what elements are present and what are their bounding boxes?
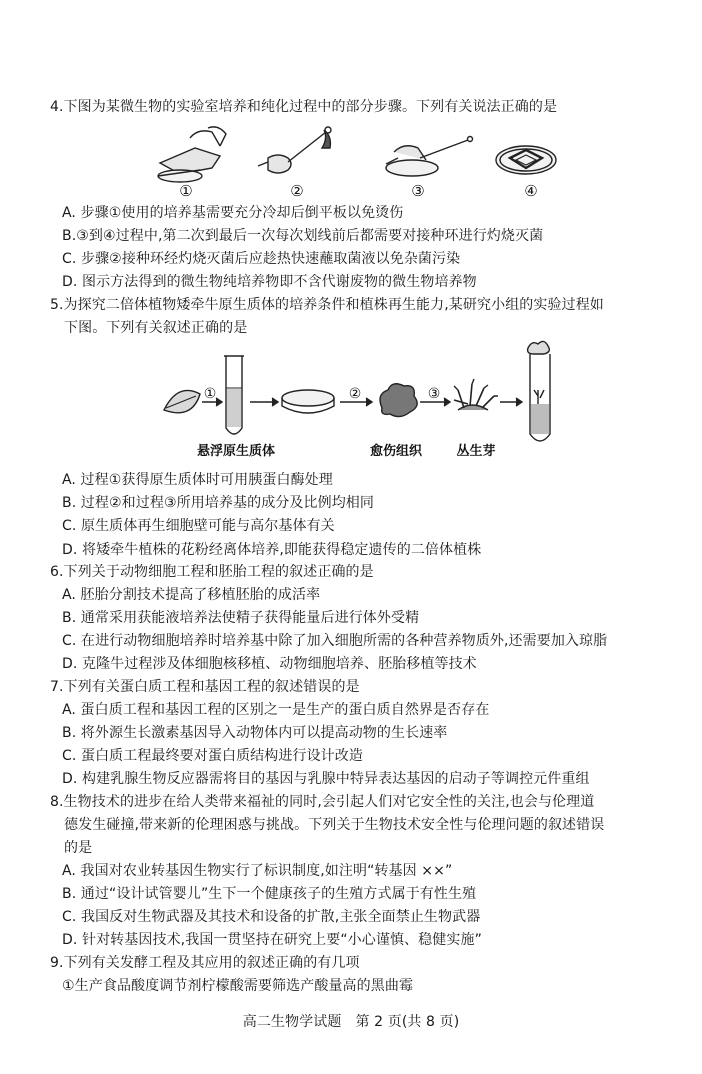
- question-8-option-c: C. 我国反对生物武器及其技术和设备的扩散,主张全面禁止生物武器: [62, 909, 481, 925]
- figure-label-step-1: ①: [203, 386, 217, 402]
- question-5-option-c: C. 原生质体再生细胞壁可能与高尔基体有关: [62, 518, 335, 534]
- figure-label-step-3: ③: [411, 182, 425, 200]
- question-4-option-c: C. 步骤②接种环经灼烧灭菌后应趁热快速蘸取菌液以免杂菌污染: [62, 251, 461, 267]
- label-callus: 愈伤组织: [369, 444, 423, 459]
- streaking-illustration: [386, 137, 473, 177]
- figure-label-step-1: ①: [179, 182, 193, 200]
- question-8-stem-line-2: 德发生碰撞,带来新的伦理困惑与挑战。下列关于生物技术安全性与伦理问题的叙述错误: [64, 817, 605, 833]
- question-7-option-d: D. 构建乳腺生物反应器需将目的基因与乳腺中特异表达基因的启动子等调控元件重组: [62, 771, 590, 787]
- question-7-option-a: A. 蛋白质工程和基因工程的区别之一是生产的蛋白质自然界是否存在: [62, 702, 490, 718]
- label-suspension-protoplast: 悬浮原生质体: [196, 444, 276, 459]
- question-6-option-b: B. 通常采用获能液培养法使精子获得能量后进行体外受精: [62, 610, 420, 626]
- question-5-stem-line-1: 5.为探究二倍体植物矮牵牛原生质体的培养条件和植株再生能力,某研究小组的实验过程如: [50, 297, 604, 313]
- question-7-stem: 7.下列有关蛋白质工程和基因工程的叙述错误的是: [50, 679, 360, 695]
- figure-label-step-2: ②: [290, 182, 304, 200]
- question-4-option-d: D. 图示方法得到的微生物纯培养物即不含代谢废物的微生物培养物: [62, 274, 477, 290]
- question-7-option-b: B. 将外源生长激素基因导入动物体内可以提高动物的生长速率: [62, 725, 448, 741]
- question-4-stem: 4.下图为某微生物的实验室培养和纯化过程中的部分步骤。下列有关说法正确的是: [50, 99, 558, 115]
- question-9-item-1: ①生产食品酸度调节剂柠檬酸需要筛选产酸量高的黑曲霉: [62, 978, 414, 994]
- figure-label-step-4: ④: [524, 182, 538, 200]
- callus-illustration: [380, 384, 417, 417]
- question-4-figure: [150, 118, 560, 202]
- flaming-loop-illustration: [258, 127, 331, 173]
- question-8-stem-line-1: 8.生物技术的进步在给人类带来福祉的同时,会引起人们对它安全性的关注,也会与伦理道: [50, 794, 595, 810]
- suspension-tube-illustration: [224, 356, 244, 434]
- question-5-option-d: D. 将矮牵牛植株的花粉经离体培养,即能获得稳定遗传的二倍体植株: [62, 542, 482, 558]
- question-4-option-a: A. 步骤①使用的培养基需要充分冷却后倒平板以免烫伤: [62, 205, 404, 221]
- question-5-option-b: B. 过程②和过程③所用培养基的成分及比例均相同: [62, 495, 375, 511]
- question-8-option-a: A. 我国对农业转基因生物实行了标识制度,如注明“转基因 ××”: [62, 863, 453, 879]
- question-8-option-b: B. 通过“设计试管婴儿”生下一个健康孩子的生殖方式属于有性生殖: [62, 886, 477, 902]
- question-7-option-c: C. 蛋白质工程最终要对蛋白质结构进行设计改造: [62, 748, 363, 764]
- figure-label-step-2: ②: [348, 386, 362, 402]
- label-shoots: 丛生芽: [456, 444, 496, 459]
- question-8-stem-line-3: 的是: [64, 840, 93, 856]
- plantlet-tube-illustration: [528, 341, 550, 441]
- leaf-illustration: [164, 390, 200, 412]
- question-5-stem-line-2: 下图。下列有关叙述正确的是: [64, 320, 248, 336]
- question-5-figure: [158, 338, 558, 460]
- question-4-option-b: B.③到④过程中,第二次到最后一次每次划线前后都需要对接种环进行灼烧灭菌: [62, 228, 544, 244]
- page-footer: 高二生物学试题 第 2 页(共 8 页): [242, 1014, 460, 1030]
- question-5-option-a: A. 过程①获得原生质体时可用胰蛋白酶处理: [62, 472, 333, 488]
- question-9-stem: 9.下列有关发酵工程及其应用的叙述正确的有几项: [50, 955, 360, 971]
- arrow-to-plantlet: [500, 398, 522, 406]
- arrow-to-dish: [250, 398, 278, 406]
- shoots-illustration: [454, 379, 498, 410]
- petri-dish-illustration: [282, 390, 334, 413]
- question-6-stem: 6.下列关于动物细胞工程和胚胎工程的叙述正确的是: [50, 564, 374, 580]
- question-8-option-d: D. 针对转基因技术,我国一贯坚持在研究上要“小心谨慎、稳健实施”: [62, 932, 482, 948]
- pouring-plate-illustration: [158, 127, 226, 182]
- figure-label-step-3: ③: [427, 386, 441, 402]
- question-6-option-c: C. 在进行动物细胞培养时培养基中除了加入细胞所需的各种营养物质外,还需要加入琼脂: [62, 633, 608, 649]
- question-6-option-a: A. 胚胎分割技术提高了移植胚胎的成活率: [62, 587, 321, 603]
- question-6-option-d: D. 克隆牛过程涉及体细胞核移植、动物细胞培养、胚胎移植等技术: [62, 656, 477, 672]
- streak-plate-illustration: [496, 146, 556, 174]
